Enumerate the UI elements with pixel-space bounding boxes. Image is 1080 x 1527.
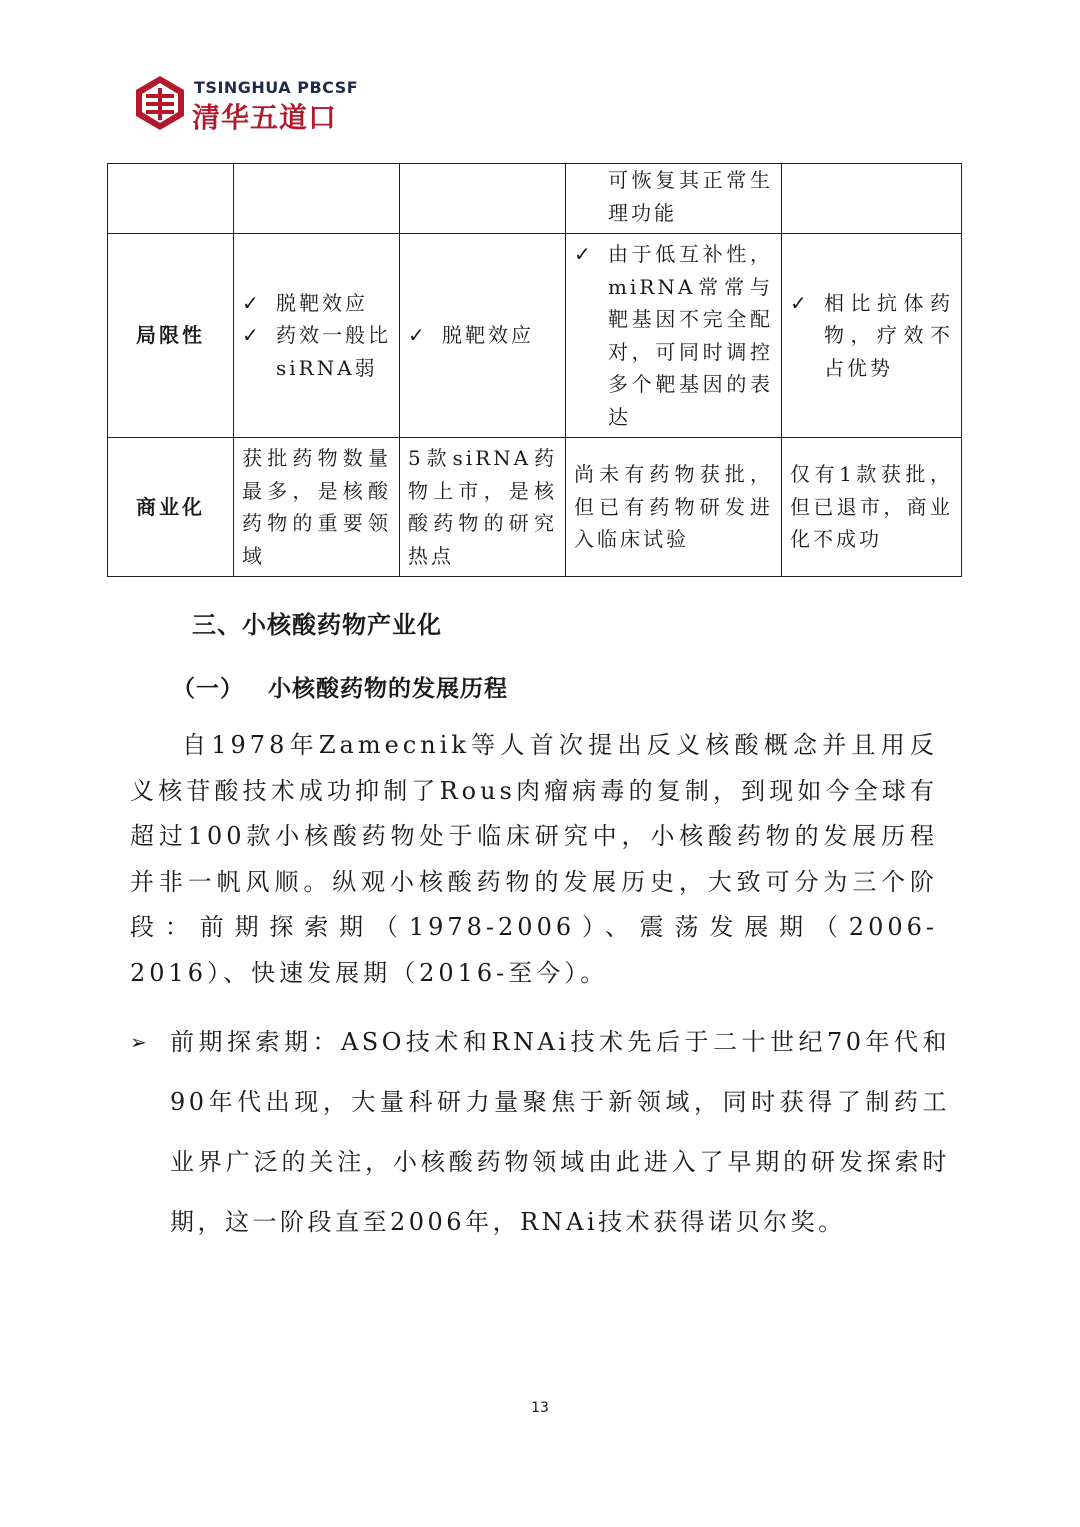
cell-text: 可恢复其正常生理功能 bbox=[608, 168, 773, 225]
cell-text: 尚未有药物获批，但已有药物研发进入临床试验 bbox=[574, 462, 773, 552]
table-cell bbox=[400, 438, 566, 577]
pbcsf-emblem-icon bbox=[134, 74, 186, 132]
cell-text: 相比抗体药物，疗效不占优势 bbox=[824, 290, 953, 380]
row-header-limitations: 局限性 bbox=[108, 234, 234, 438]
table-cell bbox=[108, 164, 234, 234]
subsection-heading bbox=[172, 670, 508, 703]
table-row-commercial bbox=[108, 438, 962, 577]
check-mark-icon: ✓ bbox=[242, 290, 259, 315]
bullet-text: 前期探索期：ASO技术和RNAi技术先后于二十世纪70年代和90年代出现，大量科研力量聚焦于新领域，同时获得了制药工业界广泛的关注，小核酸药物领域由此进入了早期的研发探索时期，这一阶段直至2006年，RNAi技术获得诺贝尔奖。 bbox=[170, 1028, 950, 1236]
table-cell bbox=[782, 164, 962, 234]
check-mark-icon: ✓ bbox=[790, 290, 807, 315]
table-cell bbox=[234, 438, 400, 577]
arrow-bullet-icon: ➢ bbox=[130, 1030, 147, 1054]
header-logo bbox=[134, 74, 364, 134]
cell-text: 5款siRNA药物上市，是核酸药物的研究热点 bbox=[408, 446, 557, 568]
table-cell bbox=[566, 164, 782, 234]
table-row-continuation bbox=[108, 164, 962, 234]
row-header-commercial: 商业化 bbox=[108, 438, 234, 577]
page-number: 13 bbox=[531, 1400, 549, 1416]
check-mark-icon: ✓ bbox=[408, 323, 425, 348]
table-row-limitations bbox=[108, 234, 962, 438]
table-cell bbox=[400, 234, 566, 438]
table-cell bbox=[234, 164, 400, 234]
logo-chinese-text: 清华五道口 bbox=[192, 101, 338, 134]
table-cell bbox=[566, 234, 782, 438]
cell-text: 由于低互补性，miRNA常常与靶基因不完全配对，可同时调控多个靶基因的表达 bbox=[608, 242, 773, 429]
subsection-number: （一） bbox=[172, 676, 244, 702]
logo-english-text: TSINGHUA PBCSF bbox=[194, 78, 359, 97]
body-paragraph: 自1978年Zamecnik等人首次提出反义核酸概念并且用反义核苷酸技术成功抑制了Rous肉瘤病毒的复制，到现如今全球有超过100款小核酸药物处于临床研究中，小核酸药物的发展历程并非一帆风顺。纵观小核酸药物的发展历史，大致可分为三个阶段：前期探索期（1978-2006）、震荡发展期（2006-2016）、快速发展期（2016-至今）。 bbox=[130, 731, 938, 987]
table-cell bbox=[782, 234, 962, 438]
table-cell bbox=[400, 164, 566, 234]
cell-text: 脱靶效应 bbox=[442, 323, 534, 348]
section-heading: 三、小核酸药物产业化 bbox=[192, 611, 442, 639]
subsection-title: 小核酸药物的发展历程 bbox=[268, 676, 508, 702]
check-mark-icon: ✓ bbox=[242, 323, 259, 348]
table-cell bbox=[782, 438, 962, 577]
check-mark-icon: ✓ bbox=[574, 242, 591, 266]
bullet-item bbox=[130, 1012, 950, 1252]
cell-text: 仅有1款获批，但已退市，商业化不成功 bbox=[790, 462, 953, 552]
comparison-table bbox=[107, 163, 962, 577]
cell-text: 脱靶效应 bbox=[276, 290, 368, 315]
cell-text: 获批药物数量最多，是核酸药物的重要领域 bbox=[242, 446, 391, 568]
cell-text: 药效一般比siRNA弱 bbox=[276, 323, 391, 380]
table-cell bbox=[234, 234, 400, 438]
table-cell bbox=[566, 438, 782, 577]
